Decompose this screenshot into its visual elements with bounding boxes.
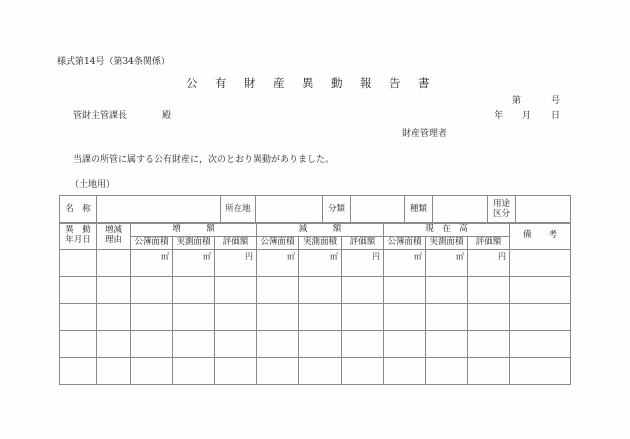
table-row	[60, 358, 571, 385]
table-cell[interactable]	[299, 277, 342, 304]
table-cell[interactable]	[342, 358, 384, 385]
usage-label-1: 用途	[492, 198, 510, 209]
form-number: 様式第14号（第34条関係）	[57, 57, 170, 67]
subheader-cell: 公簿面積	[384, 237, 426, 250]
table-cell[interactable]	[257, 304, 299, 331]
table-row	[60, 277, 571, 304]
table-cell[interactable]	[468, 331, 510, 358]
amount-cell[interactable]: 円	[342, 250, 384, 277]
title-char: 告	[389, 76, 401, 90]
title-char: 有	[215, 76, 227, 90]
table-cell[interactable]	[215, 358, 257, 385]
location-field[interactable]	[256, 196, 323, 224]
table-cell[interactable]	[510, 304, 571, 331]
remarks-cell[interactable]	[510, 250, 571, 277]
form-title	[186, 78, 447, 90]
location-label: 所在地	[221, 196, 256, 224]
decrease-header: 減 額	[257, 223, 384, 237]
usage-label	[488, 196, 516, 224]
table-cell[interactable]	[173, 277, 215, 304]
table-cell[interactable]	[60, 277, 97, 304]
table-cell[interactable]	[426, 304, 468, 331]
table-cell[interactable]	[384, 331, 426, 358]
honorific: 殿	[162, 111, 172, 121]
table-cell[interactable]	[215, 277, 257, 304]
table-cell[interactable]	[342, 304, 384, 331]
table-cell[interactable]	[299, 358, 342, 385]
increase-header: 増 額	[131, 223, 257, 237]
name-row-table	[59, 195, 571, 224]
amount-cell[interactable]: ㎡	[173, 250, 215, 277]
change-date-header-1: 異 動	[65, 225, 91, 236]
type-field[interactable]	[433, 196, 488, 224]
table-cell[interactable]	[426, 358, 468, 385]
title-char: 財	[244, 76, 256, 90]
table-cell[interactable]	[97, 304, 131, 331]
table-cell[interactable]	[510, 277, 571, 304]
table-cell[interactable]	[60, 304, 97, 331]
table-cell[interactable]	[468, 304, 510, 331]
subheader-cell: 公簿面積	[257, 237, 299, 250]
reason-cell[interactable]	[97, 250, 131, 277]
addressee: 管財主管課長	[73, 111, 128, 121]
reason-header	[97, 223, 131, 250]
table-cell[interactable]	[215, 304, 257, 331]
table-cell[interactable]	[173, 304, 215, 331]
change-date-header	[60, 223, 97, 250]
table-cell[interactable]	[131, 277, 173, 304]
subheader-cell: 評価額	[342, 237, 384, 250]
type-label: 種類	[405, 196, 433, 224]
table-cell[interactable]	[299, 331, 342, 358]
usage-label-2: 区分	[492, 208, 510, 219]
date-day: 日	[551, 111, 561, 121]
table-cell[interactable]	[60, 331, 97, 358]
number-dai: 第	[512, 96, 522, 106]
table-row	[60, 304, 571, 331]
title-char: 産	[273, 76, 285, 90]
table-cell[interactable]	[384, 358, 426, 385]
amount-cell[interactable]: ㎡	[299, 250, 342, 277]
table-cell[interactable]	[257, 331, 299, 358]
table-cell[interactable]	[257, 358, 299, 385]
table-cell[interactable]	[131, 304, 173, 331]
subheader-cell: 評価額	[215, 237, 257, 250]
subheader-cell: 実測面積	[299, 237, 342, 250]
table-cell[interactable]	[342, 277, 384, 304]
table-cell[interactable]	[131, 331, 173, 358]
subheader-cell: 評価額	[468, 237, 510, 250]
title-char: 報	[360, 76, 372, 90]
title-char: 書	[418, 76, 430, 90]
table-cell[interactable]	[173, 358, 215, 385]
reason-header-1: 増減	[104, 225, 122, 236]
table-cell[interactable]	[215, 331, 257, 358]
table-cell[interactable]	[468, 358, 510, 385]
amount-cell[interactable]: ㎡	[131, 250, 173, 277]
sender-label: 財産管理者	[402, 129, 448, 139]
reason-header-2: 理由	[104, 235, 122, 245]
table-cell[interactable]	[384, 304, 426, 331]
amount-cell[interactable]: ㎡	[384, 250, 426, 277]
date-month: 月	[522, 111, 532, 121]
table-cell[interactable]	[510, 358, 571, 385]
change-table	[59, 222, 571, 385]
table-cell[interactable]	[97, 358, 131, 385]
table-cell[interactable]	[426, 331, 468, 358]
table-cell[interactable]	[257, 277, 299, 304]
statement: 当課の所管に属する公有財産に，次のとおり異動がありました。	[73, 155, 335, 165]
table-cell[interactable]	[97, 277, 131, 304]
subheader-cell: 実測面積	[173, 237, 215, 250]
date-year: 年	[494, 111, 504, 121]
table-cell[interactable]	[60, 358, 97, 385]
amount-cell[interactable]: 円	[215, 250, 257, 277]
table-cell[interactable]	[131, 358, 173, 385]
title-char: 動	[331, 76, 343, 90]
table-row	[60, 331, 571, 358]
title-char: 公	[186, 76, 198, 90]
amount-cell[interactable]: ㎡	[426, 250, 468, 277]
date-cell[interactable]	[60, 250, 97, 277]
classification-label: 分類	[323, 196, 351, 224]
name-field[interactable]	[97, 196, 221, 224]
table-cell[interactable]	[342, 331, 384, 358]
table-cell[interactable]	[384, 277, 426, 304]
table-cell[interactable]	[468, 277, 510, 304]
table-cell[interactable]	[173, 331, 215, 358]
remarks-header: 備 考	[510, 223, 571, 250]
table-cell[interactable]	[97, 331, 131, 358]
change-date-header-2: 年月日	[65, 235, 91, 245]
classification-field[interactable]	[351, 196, 405, 224]
name-label: 名 称	[60, 196, 97, 224]
table-cell[interactable]	[426, 277, 468, 304]
table-cell[interactable]	[299, 304, 342, 331]
subheader-cell: 実測面積	[426, 237, 468, 250]
title-char: 異	[302, 76, 314, 90]
number-go: 号	[551, 96, 561, 106]
subheader-cell: 公簿面積	[131, 237, 173, 250]
table-cell[interactable]	[510, 331, 571, 358]
usage-field[interactable]	[516, 196, 571, 224]
current-header: 現 在 高	[384, 223, 510, 237]
amount-cell[interactable]: 円	[468, 250, 510, 277]
amount-cell[interactable]: ㎡	[257, 250, 299, 277]
category-label: （土地用）	[70, 180, 116, 190]
